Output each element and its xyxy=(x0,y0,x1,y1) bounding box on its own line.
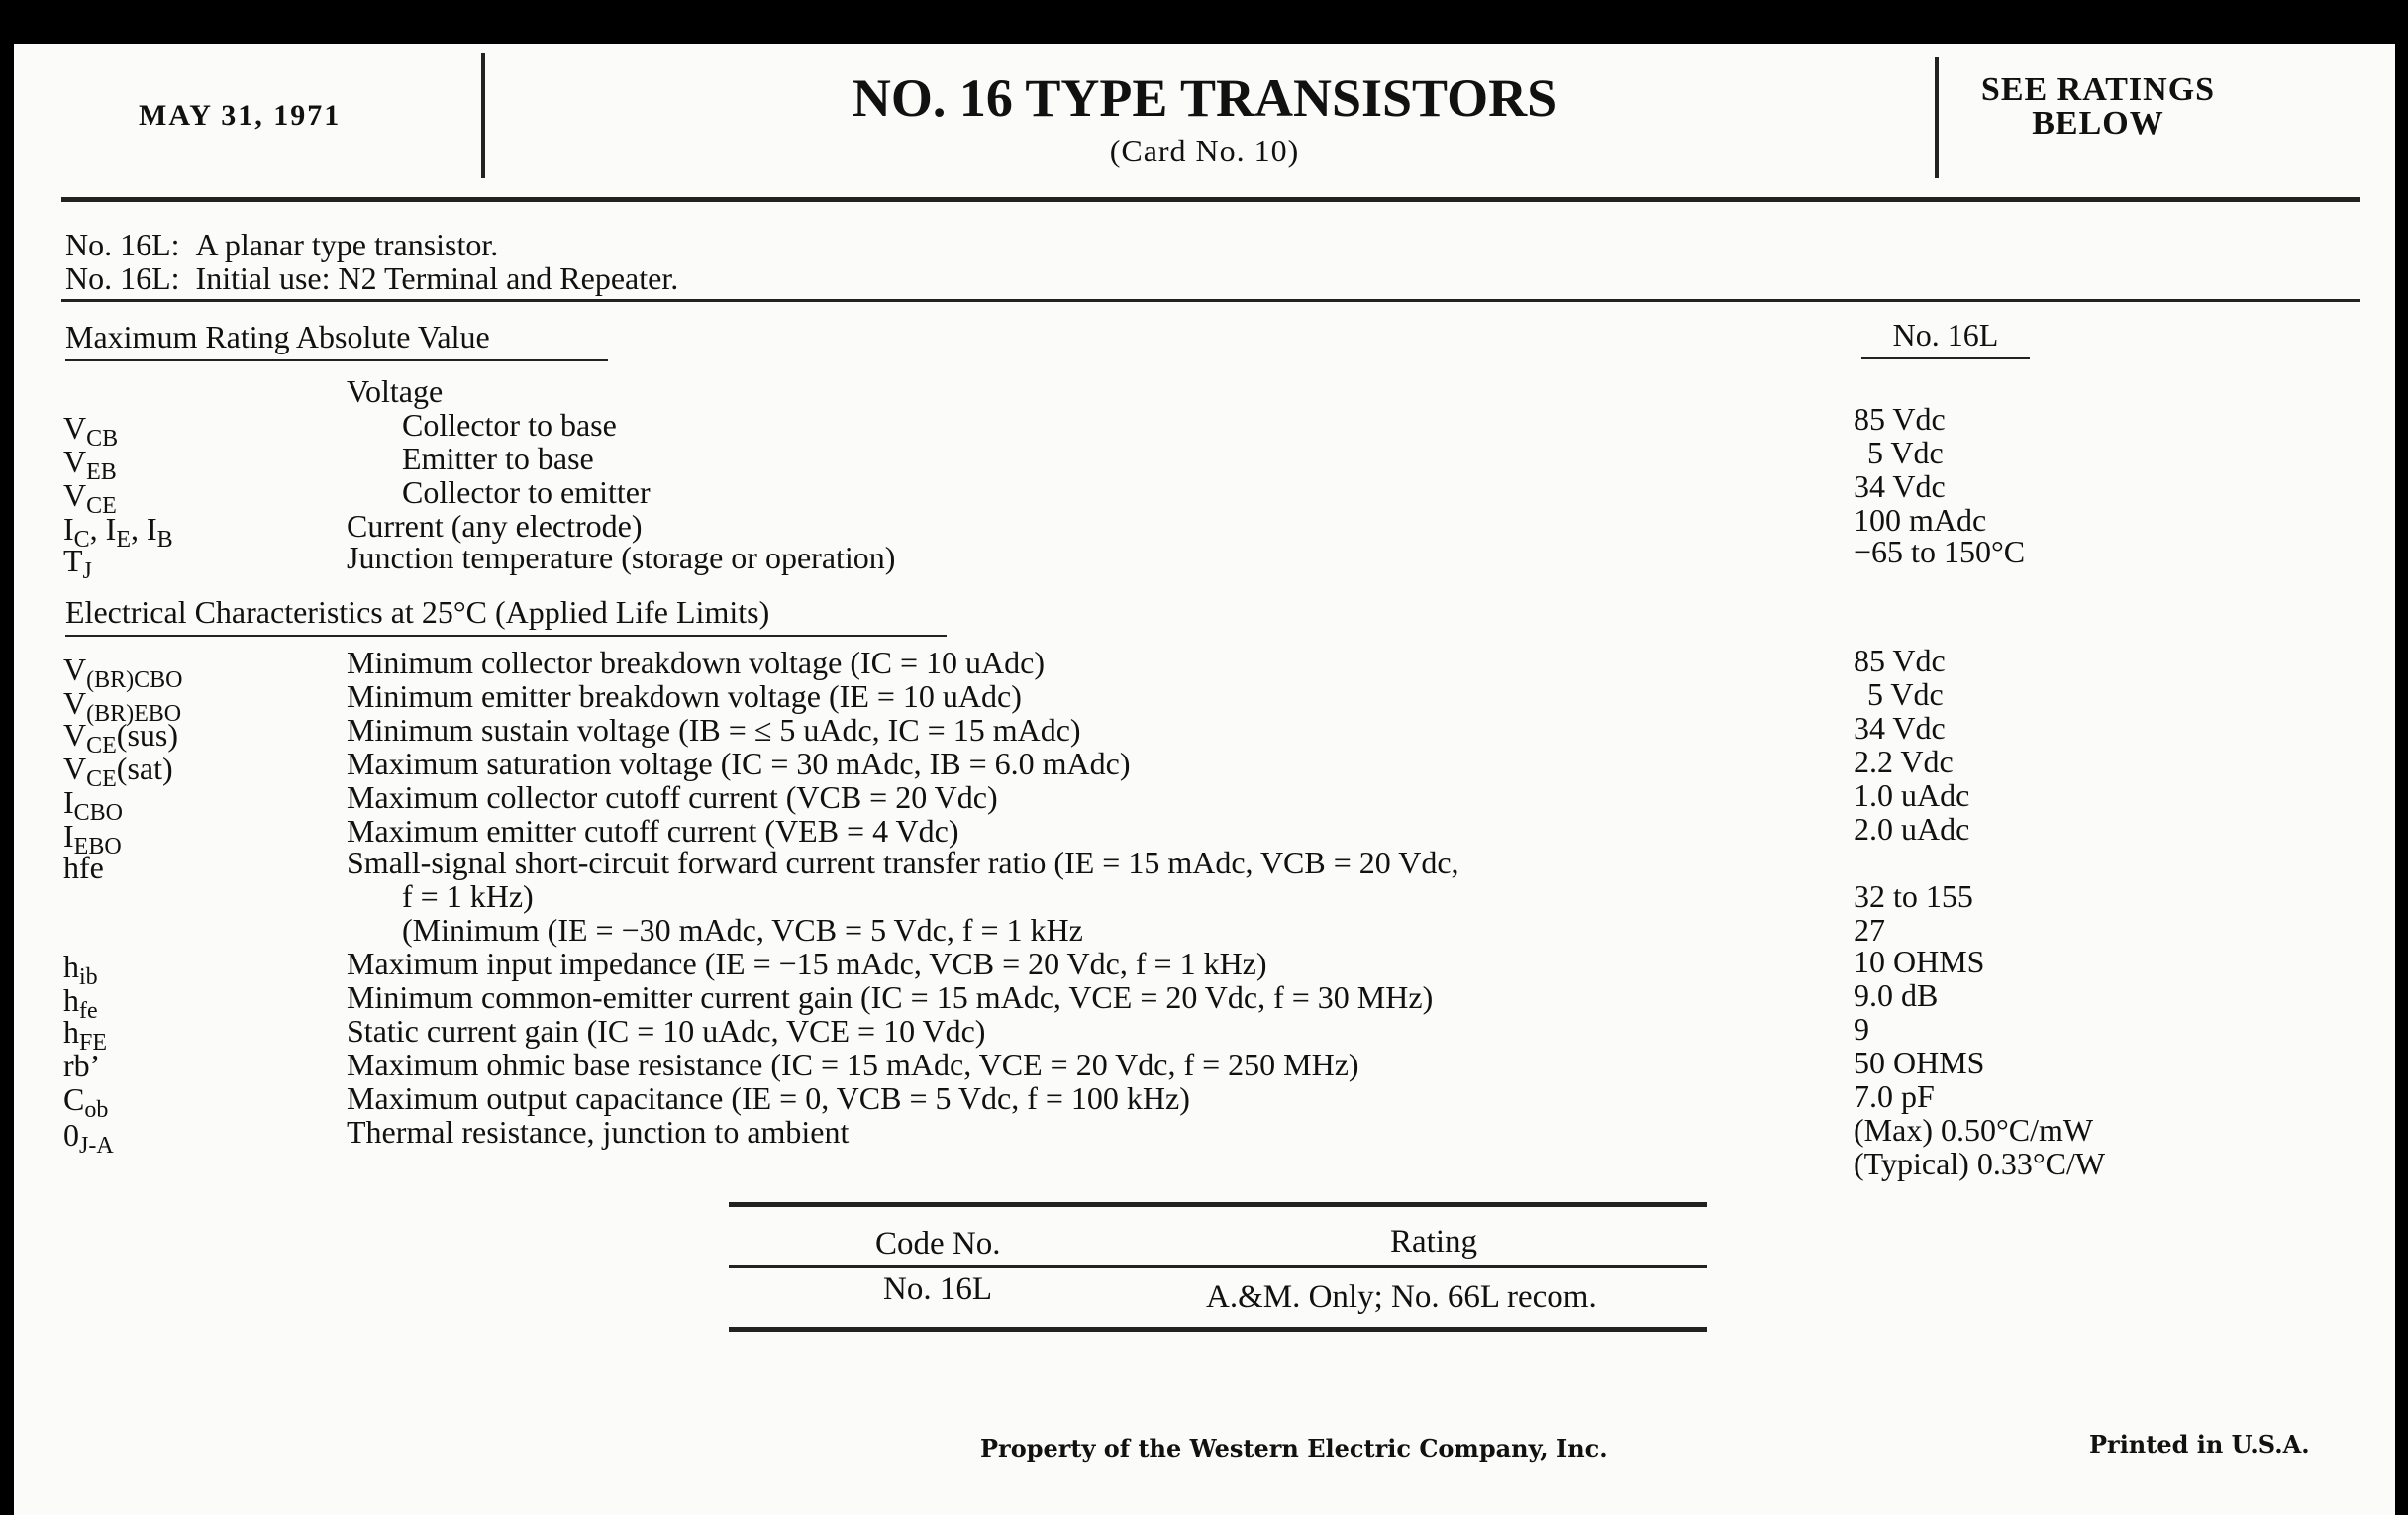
desc-vbrebo: Minimum emitter breakdown voltage (IE = 10 uAdc) xyxy=(347,678,1022,714)
issue-date: MAY 31, 1971 xyxy=(139,99,342,132)
desc-tj: Junction temperature (storage or operation) xyxy=(347,540,896,575)
value-vcb: 85 Vdc xyxy=(1854,401,1946,437)
sym-veb: $V_{EB}$ xyxy=(63,444,117,486)
sym-hib: $h_{ib}$ xyxy=(63,949,98,991)
sym-iebo: $I_{EBO}$ xyxy=(63,818,122,860)
value-iebo: 2.0 uAdc xyxy=(1854,811,1970,847)
sym-vbrcbo: $V_{(BR)CBO}$ xyxy=(63,652,183,694)
section-heading-electrical: Electrical Characteristics at 25°C (Applied Life Limits) xyxy=(65,594,947,637)
footer-property: Property of the Western Electric Company, Inc. xyxy=(980,1434,1608,1463)
table-cell-code: No. 16L xyxy=(883,1271,992,1307)
value-cob: 7.0 pF xyxy=(1854,1078,1935,1114)
sym-hFE: $h_{FE}$ xyxy=(63,1014,108,1057)
section-heading-max-rating: Maximum Rating Absolute Value xyxy=(65,319,608,361)
desc-icbo: Maximum collector cutoff current (VCB = 20 Vdc) xyxy=(347,779,998,815)
value-rb: 50 OHMS xyxy=(1854,1045,1985,1080)
value-vcesat: 2.2 Vdc xyxy=(1854,744,1954,779)
desc-rb: Maximum ohmic base resistance (IC = 15 mAdc, VCE = 20 Vdc, f = 250 MHz) xyxy=(347,1047,1359,1082)
desc-vcesat: Maximum saturation voltage (IC = 30 mAdc, IB = 6.0 mAdc) xyxy=(347,746,1131,781)
desc-theta-ja: Thermal resistance, junction to ambient xyxy=(347,1114,850,1150)
desc-vce: Collector to emitter xyxy=(402,474,651,510)
table-header-rating: Rating xyxy=(1390,1224,1477,1260)
value-icbo: 1.0 uAdc xyxy=(1854,777,1970,813)
desc-hFE: Static current gain (IC = 10 uAdc, VCE = 10 Vdc) xyxy=(347,1013,986,1049)
value-vcesus: 34 Vdc xyxy=(1854,710,1946,746)
value-theta-ja-max: (Max) 0.50°C/mW xyxy=(1854,1112,2094,1148)
table-cell-rating: A.&M. Only; No. 66L recom. xyxy=(1206,1279,1597,1315)
desc-hfe-minimum: (Minimum (IE = −30 mAdc, VCB = 5 Vdc, f = 1 kHz xyxy=(402,912,1083,948)
value-hFE: 9 xyxy=(1854,1011,1869,1047)
value-hfe-ce: 9.0 dB xyxy=(1854,977,1939,1013)
sym-theta-ja: $0_{J-A}$ xyxy=(63,1117,114,1160)
sym-icbo: $I_{CBO}$ xyxy=(63,784,124,827)
desc-cob: Maximum output capacitance (IE = 0, VCB = 5 Vdc, f = 100 kHz) xyxy=(347,1080,1190,1116)
document-card xyxy=(14,44,2395,1515)
value-vbrebo: 5 Vdc xyxy=(1867,676,1944,712)
sym-vcesat: $V_{CE}(sat)$ xyxy=(63,751,173,793)
value-hib: 10 OHMS xyxy=(1854,944,1985,979)
desc-hfe-small: Small-signal short-circuit forward current transfer ratio (IE = 15 mAdc, VCB = 20 Vdc, xyxy=(347,845,1459,880)
table-header-rule xyxy=(729,1265,1707,1268)
value-vce: 34 Vdc xyxy=(1854,468,1946,504)
sym-rb: rb’ xyxy=(63,1048,101,1083)
intro-line-1: No. 16L: A planar type transistor. xyxy=(65,227,499,262)
sym-hfe-small: hfe xyxy=(63,850,104,885)
page-title: NO. 16 TYPE TRANSISTORS xyxy=(852,68,1557,128)
value-vbrcbo: 85 Vdc xyxy=(1854,643,1946,678)
value-tj: −65 to 150°C xyxy=(1854,534,2026,569)
table-bottom-rule xyxy=(729,1327,1707,1332)
card-number: (Card No. 10) xyxy=(1109,133,1300,168)
sym-tj: $T_J$ xyxy=(63,543,92,585)
desc-veb: Emitter to base xyxy=(402,441,594,476)
desc-hfe-ce: Minimum common-emitter current gain (IC = 15 mAdc, VCE = 20 Vdc, f = 30 MHz) xyxy=(347,979,1434,1015)
value-hfe-minimum: 27 xyxy=(1854,912,1885,948)
sym-cob: $C_{ob}$ xyxy=(63,1081,109,1124)
sym-ic-ie-ib: $I_C$, $I_E$, $I_B$ xyxy=(63,511,173,554)
footer-printed: Printed in U.S.A. xyxy=(2089,1430,2310,1459)
sym-vcb: $V_{CB}$ xyxy=(63,410,119,453)
table-top-rule xyxy=(729,1202,1707,1207)
intro-line-2: No. 16L: Initial use: N2 Terminal and Repeater. xyxy=(65,260,679,296)
column-heading-no16l: No. 16L xyxy=(1861,317,2030,359)
table-header-code: Code No. xyxy=(875,1226,1001,1262)
value-current: 100 mAdc xyxy=(1854,502,1987,538)
desc-hfe-small-cont: f = 1 kHz) xyxy=(402,878,534,914)
sym-vbrebo: $V_{(BR)EBO}$ xyxy=(63,685,182,728)
desc-current: Current (any electrode) xyxy=(347,508,643,544)
desc-vbrcbo: Minimum collector breakdown voltage (IC = 10 uAdc) xyxy=(347,645,1045,680)
value-theta-ja-typical: (Typical) 0.33°C/W xyxy=(1854,1146,2106,1181)
value-hfe-small: 32 to 155 xyxy=(1854,878,1973,914)
see-ratings-note: SEE RATINGS BELOW xyxy=(1980,71,2216,142)
desc-hib: Maximum input impedance (IE = −15 mAdc, VCB = 20 Vdc, f = 1 kHz) xyxy=(347,946,1267,981)
desc-iebo: Maximum emitter cutoff current (VEB = 4 Vdc) xyxy=(347,813,959,849)
sym-vce: $V_{CE}$ xyxy=(63,477,117,520)
desc-vcesus: Minimum sustain voltage (IB = ≤ 5 uAdc, IC = 15 mAdc) xyxy=(347,712,1081,748)
voltage-label: Voltage xyxy=(347,373,444,409)
header-rule xyxy=(61,197,2360,202)
sym-hfe-ce: $h_{fe}$ xyxy=(63,982,98,1025)
intro-rule xyxy=(61,299,2360,302)
sym-vcesus: $V_{CE}(sus)$ xyxy=(63,717,178,759)
desc-vcb: Collector to base xyxy=(402,407,617,443)
value-veb: 5 Vdc xyxy=(1867,435,1944,470)
